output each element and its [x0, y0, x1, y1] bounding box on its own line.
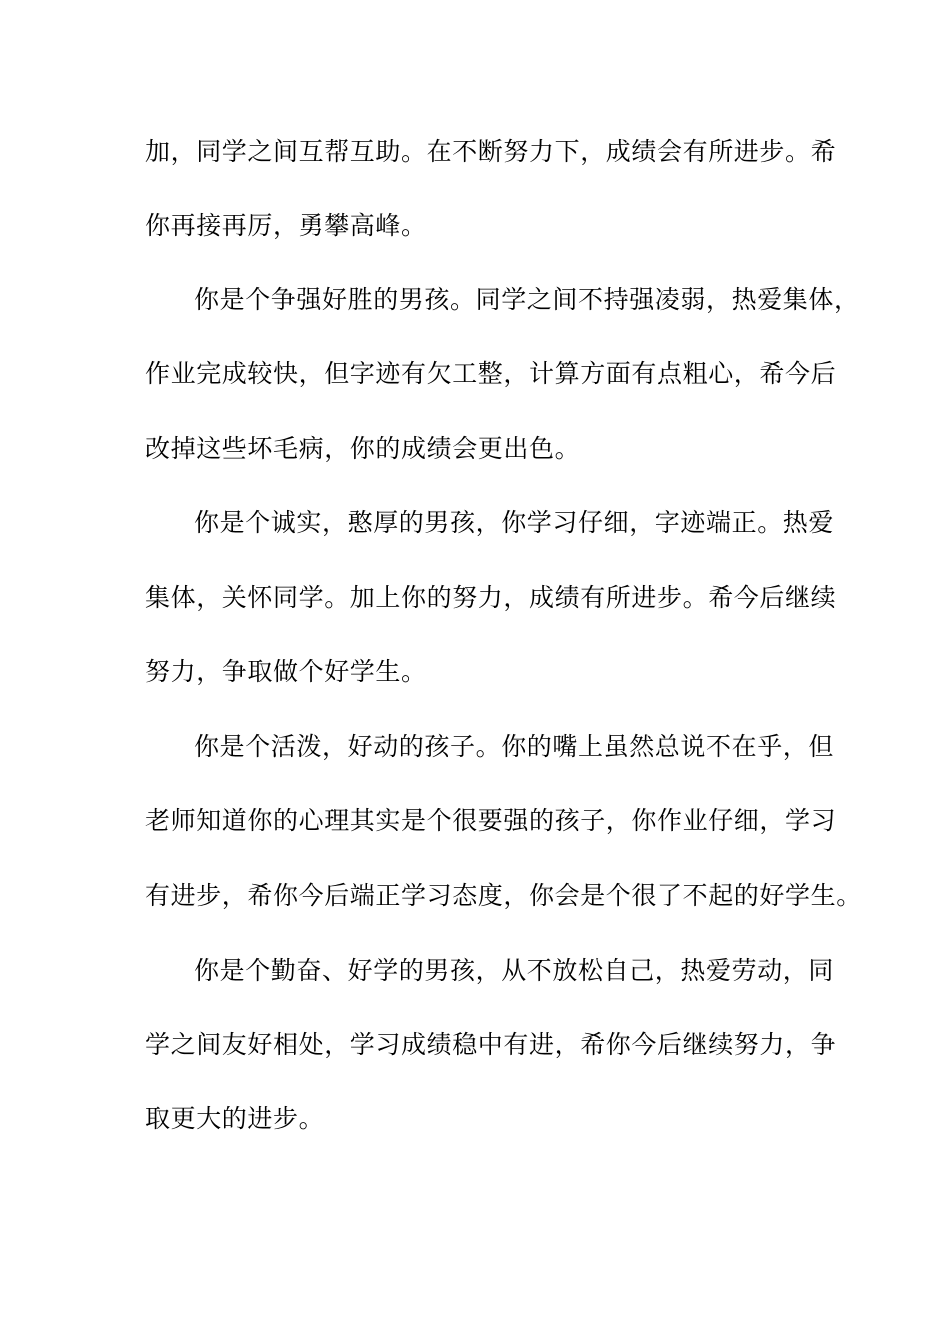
- text-line: 集体，关怀同学。加上你的努力，成绩有所进步。希今后继续: [145, 583, 837, 612]
- paragraph-first-line: 你是个勤奋、好学的男孩，从不放松自己，热爱劳动，同: [194, 956, 835, 985]
- text-line: 取更大的进步。: [145, 1104, 325, 1133]
- paragraph-first-line: 你是个活泼，好动的孩子。你的嘴上虽然总说不在乎，但: [194, 732, 835, 761]
- paragraph-first-line: 你是个诚实，憨厚的男孩，你学习仔细，字迹端正。热爱: [194, 508, 835, 537]
- text-line: 努力，争取做个好学生。: [145, 657, 427, 686]
- text-line: 改掉这些坏毛病，你的成绩会更出色。: [145, 434, 581, 463]
- text-line: 老师知道你的心理其实是个很要强的孩子，你作业仔细，学习: [145, 806, 837, 835]
- text-line: 有进步，希你今后端正学习态度，你会是个很了不起的好学生。: [145, 881, 862, 910]
- text-line: 作业完成较快，但字迹有欠工整，计算方面有点粗心，希今后: [145, 359, 837, 388]
- paragraph-first-line: 你是个争强好胜的男孩。同学之间不持强凌弱，热爱集体，: [194, 285, 860, 314]
- text-line: 加，同学之间互帮互助。在不断努力下，成绩会有所进步。希: [145, 137, 837, 166]
- text-line: 学之间友好相处，学习成绩稳中有进，希你今后继续努力，争: [145, 1030, 837, 1059]
- text-line: 你再接再厉，勇攀高峰。: [145, 211, 427, 240]
